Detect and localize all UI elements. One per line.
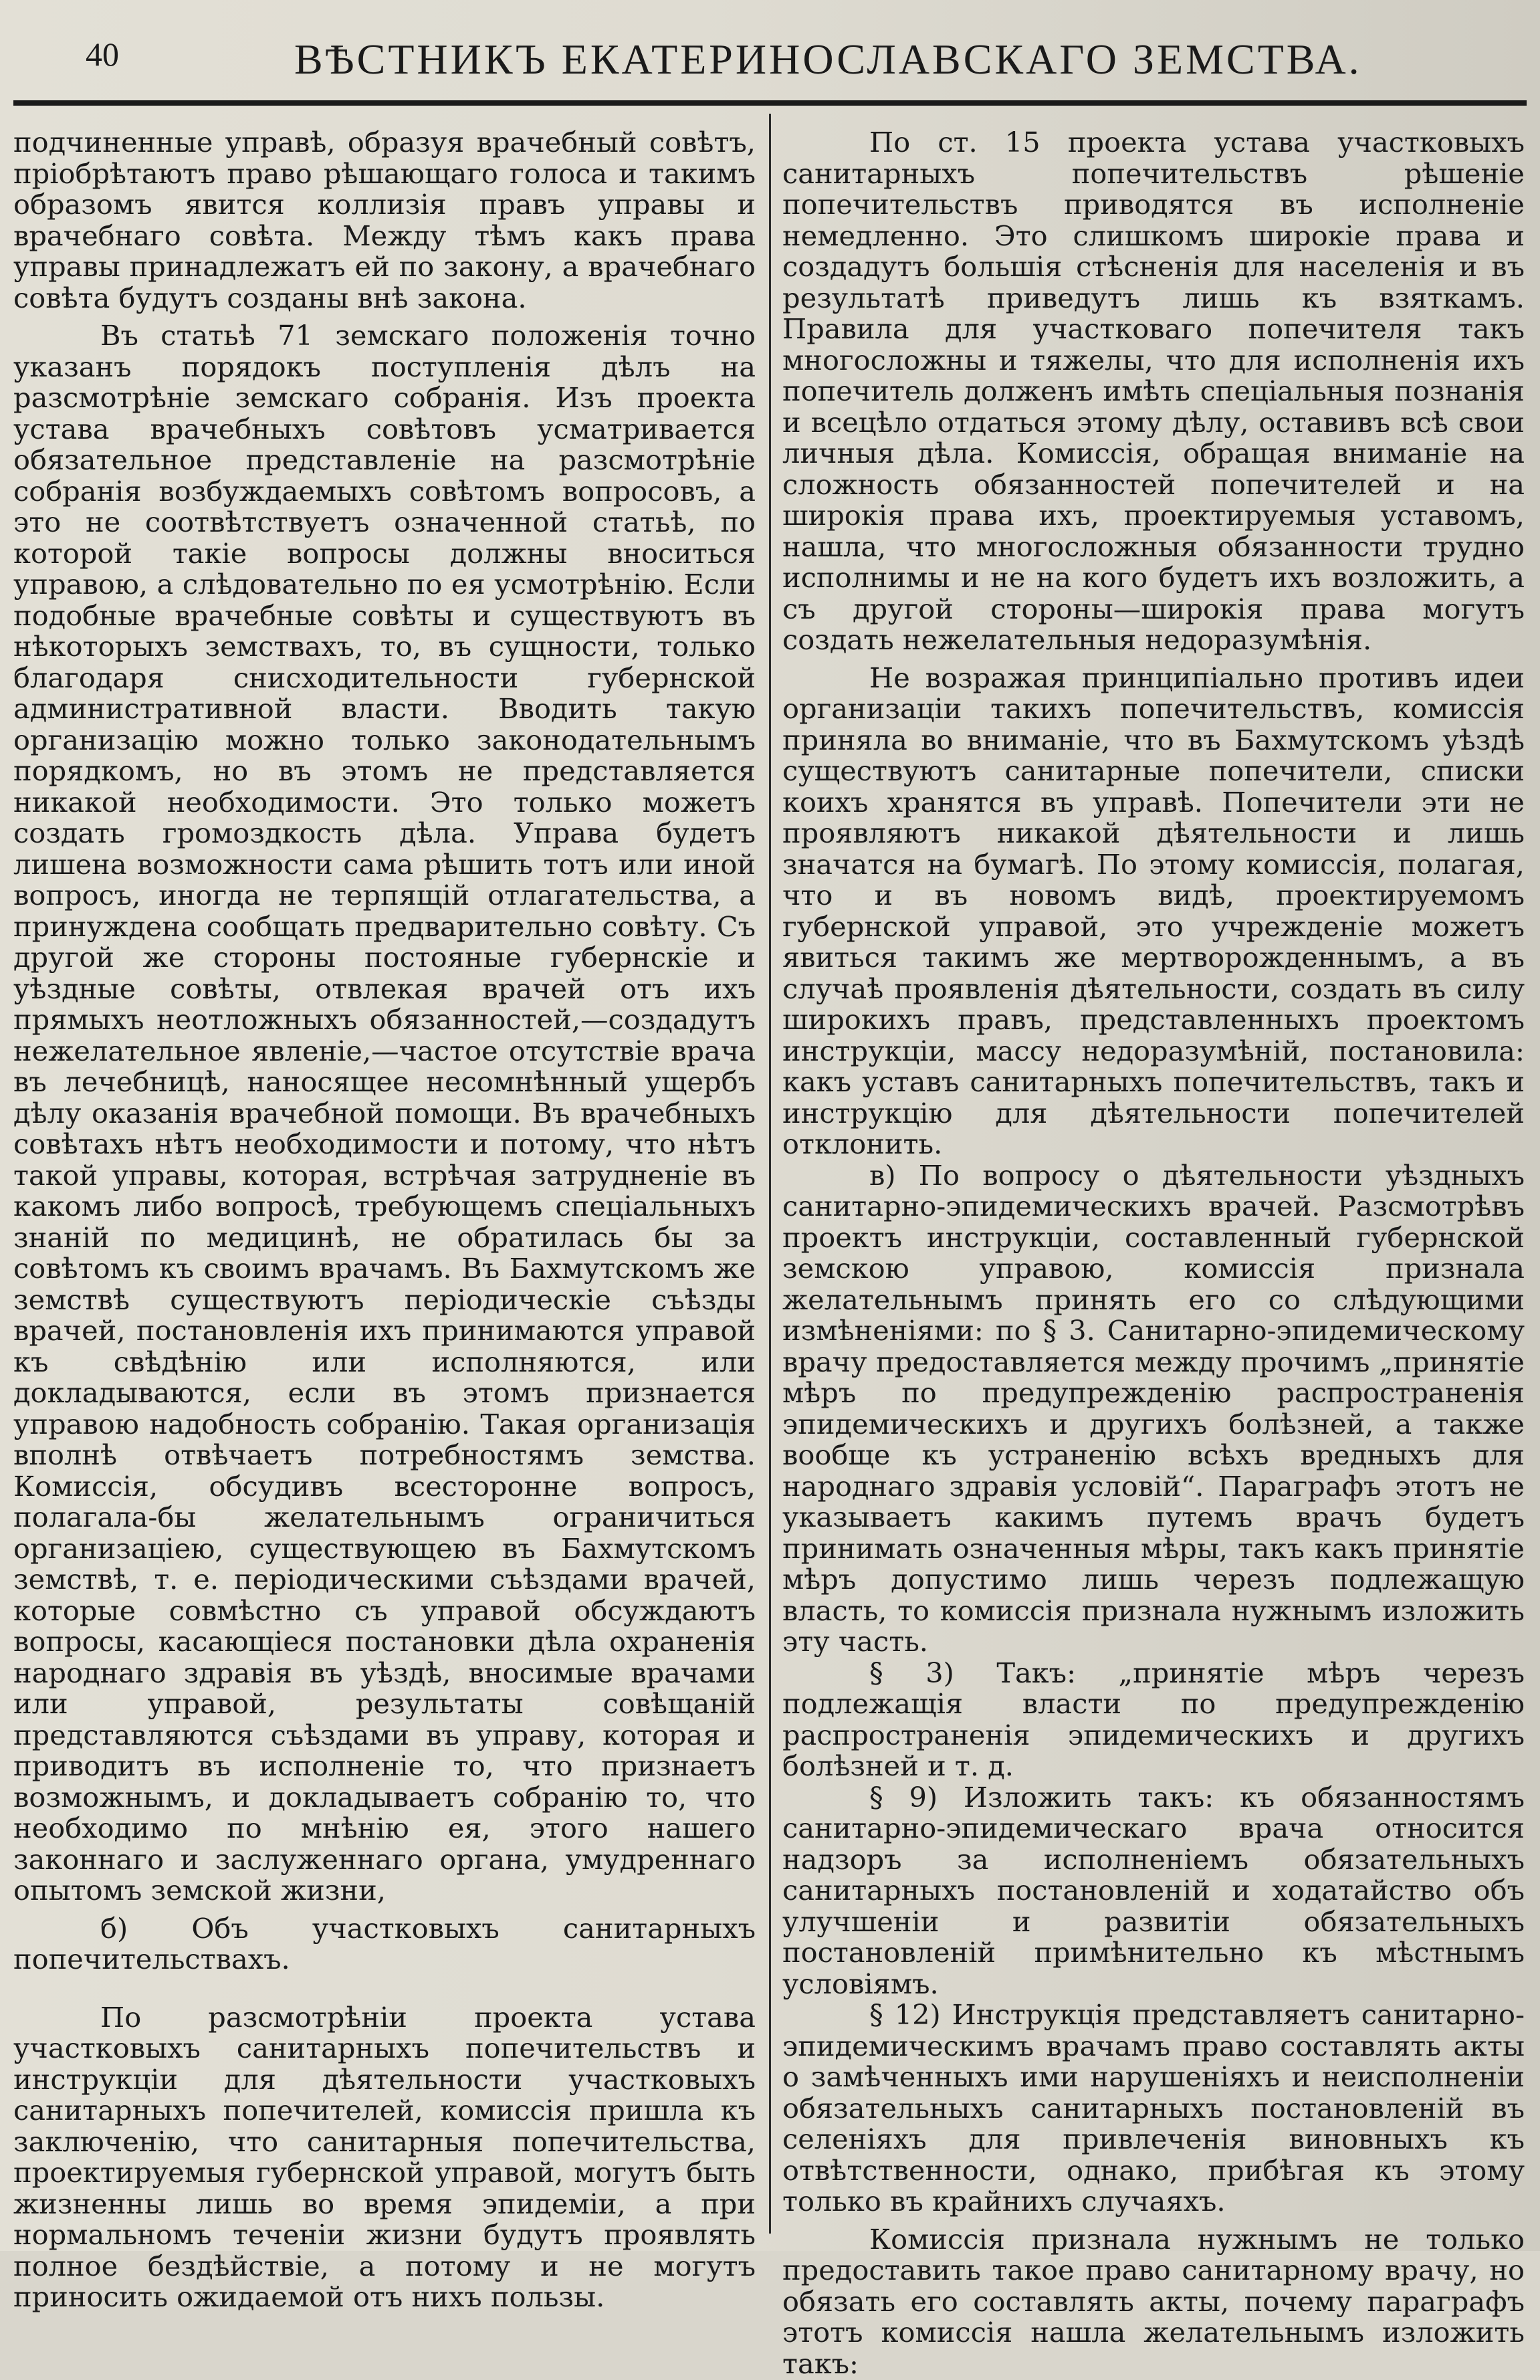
page-number: 40 (86, 35, 119, 73)
left-column (13, 127, 756, 2313)
paragraph: Не возражая принципіально противъ идеи организаціи такихъ попечительствъ, комиссія приняла во вниманіе, что въ Бахмутскомъ уѣздѣ существуютъ санитарные попечители, списки коихъ хранятся въ управѣ. Попечители эти не проявляютъ никакой дѣятельности и лишь значатся на бумагѣ. По этому комиссія, полагая, что и въ новомъ видѣ, проектируемомъ губернской управой, это учрежденіе можетъ явиться такимъ же мертворожденнымъ, а въ случаѣ проявленія дѣятельности, создать въ силу широкихъ правъ, представленныхъ проектомъ инструкціи, массу недоразумѣній, постановила: какъ уставъ санитарныхъ попечительствъ, такъ и инструкцію для дѣятельности попечителей отклонить. (782, 661, 1525, 1160)
journal-title: ВѢСТНИКЪ ЕКАТЕРИНОСЛАВСКАГО ЗЕМСТВА. (294, 35, 1362, 83)
section-heading: в) По вопросу о дѣятельности уѣздныхъ санитарно-эпидемическихъ врачей. Разсмотрѣвъ проектъ инструкціи, составленный губернской земскою управою, комиссія признала желательнымъ принять его со слѣдующими измѣненіями: по § 3. Санитарно-эпидемическому врачу предоставляется между прочимъ „принятіе мѣръ по предупрежденію распространенія эпидемическихъ и другихъ болѣзней, а также вообще къ устраненію всѣхъ вредныхъ для народнаго здравія условій“. Параграфъ этотъ не указываетъ какимъ путемъ врачъ будетъ принимать означенныя мѣры, такъ какъ принятіе мѣръ допустимо лишь черезъ подлежащую власть, то комиссія признала нужнымъ изложить эту часть. (782, 1158, 1525, 1658)
right-column (782, 127, 1525, 2379)
paragraph: подчиненные управѣ, образуя врачебный совѣтъ, пріобрѣтаютъ право рѣшающаго голоса и такимъ образомъ явится коллизія правъ управы и врачебнаго совѣта. Между тѣмъ какъ права управы принадлежатъ ей по закону, а врачебнаго совѣта будутъ созданы внѣ закона. (13, 126, 756, 314)
paragraph: По разсмотрѣніи проекта устава участковыхъ санитарныхъ попечительствъ и инструкціи для дѣятельности участковыхъ санитарныхъ попечителей, комиссія пришла къ заключенію, что санитарныя попечительства, проектируемыя губернской управой, могутъ быть жизненны лишь во время эпидеміи, а при нормальномъ теченіи жизни будутъ проявлять полное бездѣйствіе, а потому и не могутъ приносить ожидаемой отъ нихъ пользы. (13, 2000, 756, 2313)
page-header (13, 27, 1527, 100)
paragraph: § 9) Изложить такъ: къ обязанностямъ санитарно-эпидемическаго врача относится надзоръ за исполненіемъ обязательныхъ санитарныхъ постановленій и ходатайство объ улучшеніи и развитіи обязательныхъ постановленій примѣнительно къ мѣстнымъ условіямъ. (782, 1780, 1525, 2000)
paragraph: Комиссія признала нужнымъ не только предоставить такое право санитарному врачу, но обязать его составлять акты, почему параграфъ этотъ комиссія нашла желательнымъ изложить такъ: (782, 2222, 1525, 2380)
column-divider (769, 114, 771, 2234)
paragraph: По ст. 15 проекта устава участковыхъ санитарныхъ попечительствъ рѣшеніе попечительствъ приводятся въ исполненіе немедленно. Это слишкомъ широкіе права и создадутъ большія стѣсненія для населенія и въ результатѣ приведутъ лишь къ взяткамъ. Правила для участковаго попечителя такъ многосложны и тяжелы, что для исполненія ихъ попечитель долженъ имѣть спеціальныя познанія и всецѣло отдаться этому дѣлу, оставивъ всѣ свои личныя дѣла. Комиссія, обращая вниманіе на сложность обязанностей попечителей и на широкія права ихъ, проектируемыя уставомъ, нашла, что многосложныя обязанности трудно исполнимы и не на кого будетъ ихъ возложить, а съ другой стороны—широкія права могутъ создать нежелательныя недоразумѣнія. (782, 126, 1525, 656)
section-heading: б) Объ участковыхъ санитарныхъ попечительствахъ. (13, 1911, 756, 1975)
header-divider (13, 100, 1527, 106)
paragraph: Въ статьѣ 71 земскаго положенія точно указанъ порядокъ поступленія дѣлъ на разсмотрѣніе земскаго собранія. Изъ проекта устава врачебныхъ совѣтовъ усматривается обязательное представленіе на разсмотрѣніе собранія возбуждаемыхъ совѣтомъ вопросовъ, а это не соотвѣтствуетъ означенной статьѣ, по которой такіе вопросы должны вноситься управою, а слѣдовательно по ея усмотрѣнію. Если подобные врачебные совѣты и существуютъ въ нѣкоторыхъ земствахъ, то, въ сущности, только благодаря снисходительности губернской административной власти. Вводить такую организацію можно только законодательнымъ порядкомъ, но въ этомъ не представляется никакой необходимости. Это только можетъ создать громоздкость дѣла. Управа будетъ лишена возможности сама рѣшить тотъ или иной вопросъ, иногда не терпящій отлагательства, а принуждена сообщать предварительно совѣту. Съ другой же стороны постояные губернскіе и уѣздные совѣты, отвлекая врачей отъ ихъ прямыхъ неотложныхъ обязанностей,—создадутъ нежелательное явленіе,—частое отсутствіе врача въ лечебницѣ, наносящее несомнѣнный ущербъ дѣлу оказанія врачебной помощи. Въ врачебныхъ совѣтахъ нѣтъ необходимости и потому, что нѣтъ такой управы, которая, встрѣчая затрудненіе въ какомъ либо вопросѣ, требующемъ спеціальныхъ знаній по медицинѣ, не обратилась бы за совѣтомъ къ своимъ врачамъ. Въ Бахмутскомъ же земствѣ существуютъ періодическіе съѣзды врачей, постановленія ихъ принимаются управой къ свѣдѣнію или исполняются, или докладываются, если въ этомъ признается управою надобность собранію. Такая организація вполнѣ отвѣчаетъ потребностямъ земства. Комиссія, обсудивъ всесторонне вопросъ, полагала-бы желательнымъ ограничиться организаціею, существующею въ Бахмутскомъ земствѣ, т. е. періодическими съѣздами врачей, которые совмѣстно съ управой обсуждаютъ вопросы, касающіеся постановки дѣла охраненія народнаго здравія въ уѣздѣ, вносимые врачами или управой, результаты совѣщаній представляются съѣздами въ управу, которая и приводитъ въ исполненіе то, что признаетъ возможнымъ, и докладываетъ собранію то, что необходимо по мнѣнію ея, этого нашего законнаго и заслуженнаго органа, умудреннаго опытомъ земской жизни, (13, 319, 756, 1907)
paragraph: § 12) Инструкція представляетъ санитарно-эпидемическимъ врачамъ право составлять акты о замѣченныхъ ими нарушеніяхъ и неисполненіи обязательныхъ санитарныхъ постановленій въ селеніяхъ для привлеченія виновныхъ къ отвѣтственности, однако, прибѣгая къ этому только въ крайнихъ случаяхъ. (782, 1998, 1525, 2217)
paragraph: § 3) Такъ: „принятіе мѣръ черезъ подлежащія власти по предупрежденію распространенія эпидемическихъ и другихъ болѣзней и т. д. (782, 1656, 1525, 1782)
